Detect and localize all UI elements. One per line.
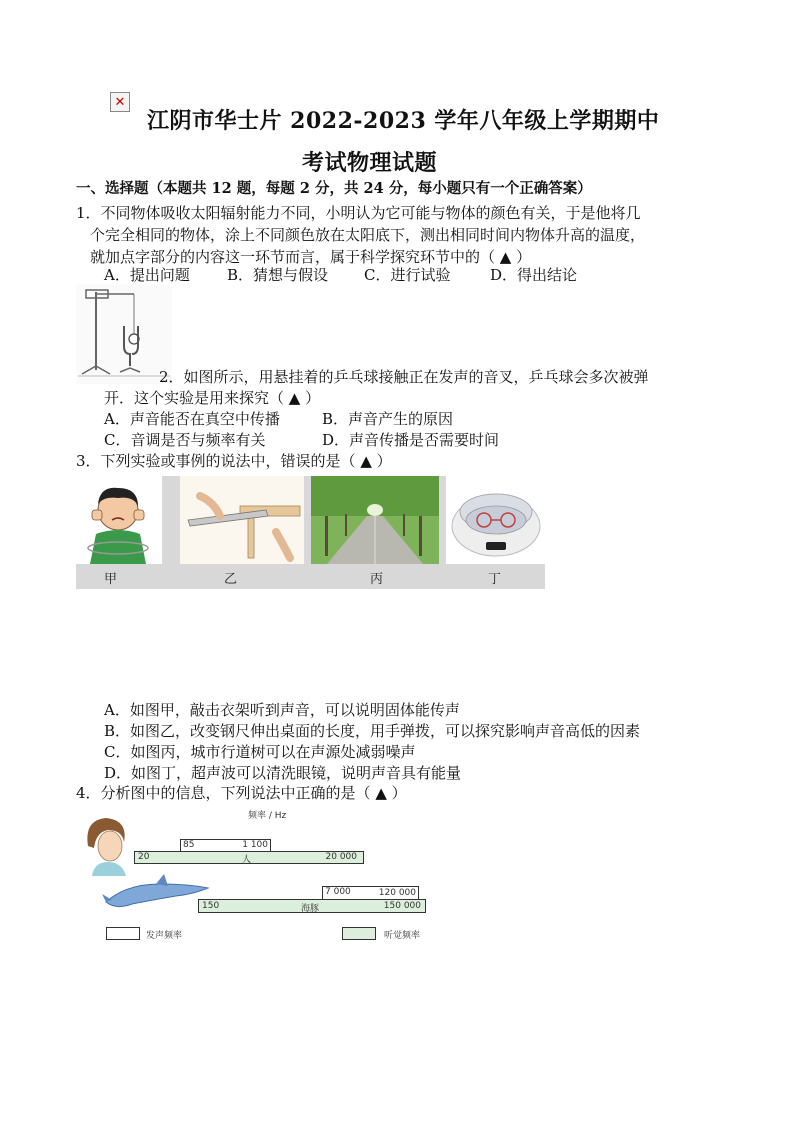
- q3-line-1: 3．下列实验或事例的说法中，错误的是（ ▲ ）: [76, 452, 392, 470]
- q2-option-c: C．音调是否与频率有关: [104, 431, 266, 449]
- dolphin-emit-high: 120 000: [378, 888, 416, 898]
- caption-yi: 乙: [224, 572, 238, 587]
- human-emit-high: 1 100: [242, 840, 268, 850]
- q2-line-1: 2．如图所示，用悬挂着的乒乓球接触正在发声的音叉，乒乓球会多次被弹: [159, 368, 649, 386]
- section-heading: 一、选择题（本题共 12 题，每题 2 分，共 24 分，每小题只有一个正确答案）: [76, 180, 592, 197]
- q3-option-d: D．如图丁，超声波可以清洗眼镜，说明声音具有能量: [104, 764, 462, 782]
- q1-line-1: 1．不同物体吸收太阳辐射能力不同，小明认为它可能与物体的颜色有关，于是他将几: [76, 204, 641, 222]
- human-hear-low: 20: [138, 852, 150, 862]
- q2-line-2: 开．这个实验是用来探究（ ▲ ）: [104, 389, 321, 407]
- dolphin-emit-low: 7 000: [325, 887, 351, 897]
- q1-line-3: 就加点字部分的内容这一环节而言，属于科学探究环节中的（ ▲ ）: [90, 248, 532, 266]
- figure-yi-ruler-icon: [180, 476, 304, 564]
- dolphin-hear-low: 150: [202, 901, 220, 911]
- q3-option-c: C．如图丙，城市行道树可以在声源处减弱噪声: [104, 743, 416, 761]
- q2-option-a: A．声音能否在真空中传播: [104, 410, 280, 428]
- figure-jia-person-icon: [76, 476, 162, 564]
- caption-ding: 丁: [488, 572, 502, 587]
- caption-jia: 甲: [104, 572, 118, 587]
- q4-line-1: 4．分析图中的信息，下列说法中正确的是（ ▲ ）: [76, 784, 407, 802]
- q2-option-b: B．声音产生的原因: [322, 410, 454, 428]
- caption-bing: 丙: [370, 572, 384, 587]
- axis-label: 频率 / Hz: [248, 811, 287, 821]
- dolphin-emit-bar: [322, 886, 419, 900]
- figure-bing-trees-icon: [311, 476, 439, 564]
- legend-hear-label: 听觉频率: [384, 931, 421, 941]
- dolphin-label: 海豚: [301, 904, 320, 914]
- dolphin-icon: [102, 870, 212, 912]
- q3-option-b: B．如图乙，改变钢尺伸出桌面的长度，用手弹拨，可以探究影响声音高低的因素: [104, 722, 641, 740]
- figure-ding-cleaner-icon: [446, 476, 545, 564]
- dolphin-hear-bar: [198, 899, 426, 913]
- q1-option-d: D．得出结论: [490, 266, 578, 284]
- woman-icon: [78, 812, 134, 876]
- human-label: 人: [242, 855, 252, 865]
- legend-emit-swatch: [106, 927, 140, 940]
- q1-line-2: 个完全相同的物体，涂上不同颜色放在太阳底下，测出相同时间内物体升高的温度，: [90, 226, 646, 244]
- q3-option-a: A．如图甲，敲击衣架听到声音，可以说明固体能传声: [104, 701, 460, 719]
- tuning-fork-figure: [76, 284, 172, 384]
- human-hear-high: 20 000: [325, 852, 357, 862]
- page-subtitle: 考试物理试题: [302, 150, 438, 176]
- dolphin-hear-high: 150 000: [383, 901, 421, 911]
- q2-option-d: D．声音传播是否需要时间: [322, 431, 500, 449]
- q1-option-b: B．猜想与假设: [227, 266, 329, 284]
- legend-emit-label: 发声频率: [146, 931, 183, 941]
- q3-image-strip: [76, 476, 545, 589]
- broken-image-icon: ✕: [110, 92, 130, 112]
- page-title: 江阴市华士片 2022-2023 学年八年级上学期期中: [147, 108, 660, 134]
- human-hear-bar: [134, 851, 364, 864]
- human-emit-low: 85: [183, 840, 195, 850]
- legend-hear-swatch: [342, 927, 376, 940]
- frequency-range-figure: [76, 804, 456, 944]
- q1-option-a: A．提出问题: [104, 266, 190, 284]
- q1-option-c: C．进行试验: [364, 266, 451, 284]
